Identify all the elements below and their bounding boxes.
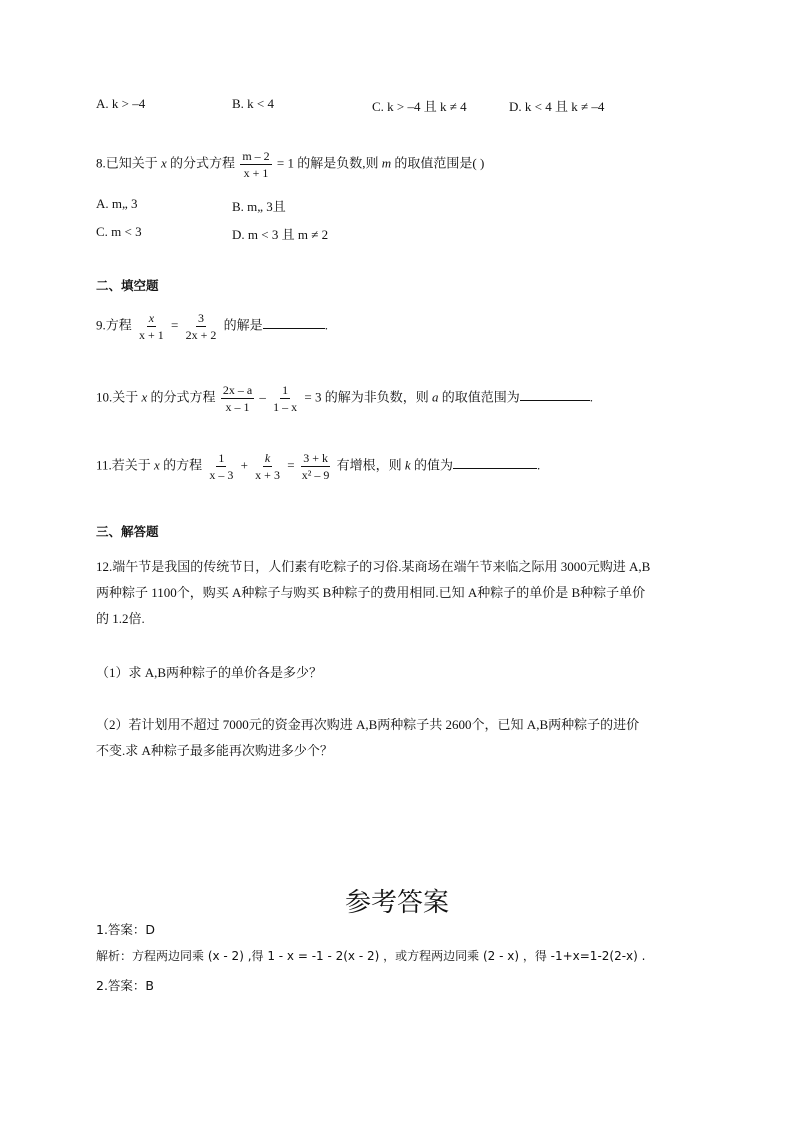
q7-option-a: A. k > –4 — [96, 96, 146, 111]
answer-2: 2.答案：B — [96, 978, 155, 993]
q10-minus: – — [259, 389, 266, 405]
q8-option-b: B. m„ 3且 — [232, 199, 286, 214]
q11-f2-den: x + 3 — [255, 468, 280, 482]
section-solution-heading: 三、解答题 — [96, 524, 159, 539]
q11-eq: = — [287, 457, 295, 473]
q9-eq: = — [171, 317, 179, 333]
q11-f2-num: k — [264, 451, 271, 465]
q9-end: . — [324, 317, 328, 333]
question-9 — [96, 312, 328, 341]
q12-sub2-line-2: 不变.求 A种粽子最多能再次购进多少个？ — [96, 743, 333, 758]
q11-answer-blank[interactable] — [453, 456, 537, 469]
q12-line-3: 的 1.2倍. — [96, 611, 145, 626]
q9-answer-blank[interactable] — [263, 316, 325, 329]
question-11 — [96, 452, 540, 481]
q8-option-d: D. m < 3 且 m ≠ 2 — [232, 227, 329, 242]
q8-frac-num: m – 2 — [242, 149, 270, 163]
q8-var: x — [161, 155, 167, 171]
q10-var: x — [141, 389, 148, 405]
q11-prefix: 11.若关于 — [96, 457, 151, 473]
q11-var2: k — [404, 457, 411, 473]
q11-end: . — [536, 457, 541, 473]
answers-title: 参考答案 — [344, 888, 449, 918]
q10-fraction-1 — [221, 384, 254, 413]
answer-1: 1.答案：D — [96, 922, 156, 937]
q9-fraction-1 — [137, 312, 166, 341]
q10-answer-blank[interactable] — [520, 388, 590, 401]
q11-plus: + — [240, 457, 248, 473]
q11-fraction-3 — [300, 452, 332, 481]
q11-mid: 的方程 — [163, 457, 203, 473]
q9-prefix: 9.方程 — [96, 317, 132, 333]
q11-f3-den: x² – 9 — [301, 468, 330, 482]
q10-f2-num: 1 — [282, 383, 289, 397]
q9-suffix: 的解是 — [223, 317, 263, 333]
question-10 — [96, 384, 593, 413]
q11-var: x — [154, 457, 160, 473]
q8-prefix: 8.已知关于 — [96, 155, 158, 171]
q12-subquestion-1 — [96, 660, 698, 686]
q9-f1-num: x — [148, 311, 155, 325]
q11-f3-num: 3 + k — [303, 451, 328, 465]
q8-option-a: A. m„ 3 — [96, 196, 138, 211]
q8-fraction — [240, 150, 271, 179]
answer-1-explanation: 解析：方程两边同乘 (x - 2) ,得 1 - x = -1 - 2(x - 2) ，或方程两边同乘 (2 - x) ，得 -1+x=1-2(2-x) . — [96, 949, 646, 963]
q8-end: 的取值范围是( ) — [394, 155, 485, 171]
q8-suffix: 的解是负数,则 — [297, 155, 379, 171]
q11-fraction-1 — [207, 452, 235, 481]
q7-option-d: D. k < 4 且 k ≠ –4 — [509, 99, 605, 114]
q10-f2-den: 1 – x — [273, 400, 298, 414]
q10-mid: 的分式方程 — [150, 389, 216, 405]
q9-f2-den: 2x + 2 — [185, 328, 217, 342]
q8-mid: 的分式方程 — [170, 155, 236, 171]
q10-end: . — [589, 389, 594, 405]
q12-line-2: 两种粽子 1100个，购买 A种粽子与购买 B种粽子的费用相同.已知 A种粽子的单价是 B种粽子单价 — [96, 585, 646, 600]
q12-subquestion-2 — [96, 712, 698, 764]
q9-fraction-2 — [184, 312, 219, 341]
q10-suffix: 的解为非负数，则 — [324, 389, 429, 405]
q12-line-1: 12.端午节是我国的传统节日，人们素有吃粽子的习俗.某商场在端午节来临之际用 3000元购进 A,B — [96, 559, 651, 574]
q8-eq: = 1 — [276, 155, 294, 171]
question-8 — [96, 150, 484, 179]
q11-f1-den: x – 3 — [209, 468, 234, 482]
q8-var2: m — [381, 155, 392, 171]
q12-sub1-text: （1）求 A,B两种粽子的单价各是多少？ — [96, 665, 323, 680]
q8-option-c: C. m < 3 — [96, 224, 142, 239]
q9-f2-num: 3 — [198, 311, 205, 325]
q9-f1-den: x + 1 — [139, 328, 164, 342]
q10-end1: 的取值范围为 — [441, 389, 520, 405]
q12-sub2-line-1: （2）若计划用不超过 7000元的资金再次购进 A,B两种粽子共 2600个，已知 A,B两种粽子的进价 — [96, 717, 640, 732]
q10-var2: a — [432, 389, 439, 405]
q7-option-c: C. k > –4 且 k ≠ 4 — [372, 99, 467, 114]
question-12 — [96, 554, 698, 632]
section-fill-in-heading: 二、填空题 — [96, 278, 159, 293]
q10-eq: = 3 — [304, 389, 322, 405]
q11-suffix: 有增根，则 — [336, 457, 402, 473]
q7-option-b: B. k < 4 — [232, 96, 275, 111]
q10-prefix: 10.关于 — [96, 389, 139, 405]
q10-f1-den: x – 1 — [225, 400, 250, 414]
q10-fraction-2 — [271, 384, 299, 413]
q10-f1-num: 2x – a — [222, 383, 253, 397]
q11-end1: 的值为 — [413, 457, 453, 473]
q8-frac-den: x + 1 — [243, 166, 269, 180]
q11-f1-num: 1 — [218, 451, 225, 465]
q11-fraction-2 — [253, 452, 282, 481]
